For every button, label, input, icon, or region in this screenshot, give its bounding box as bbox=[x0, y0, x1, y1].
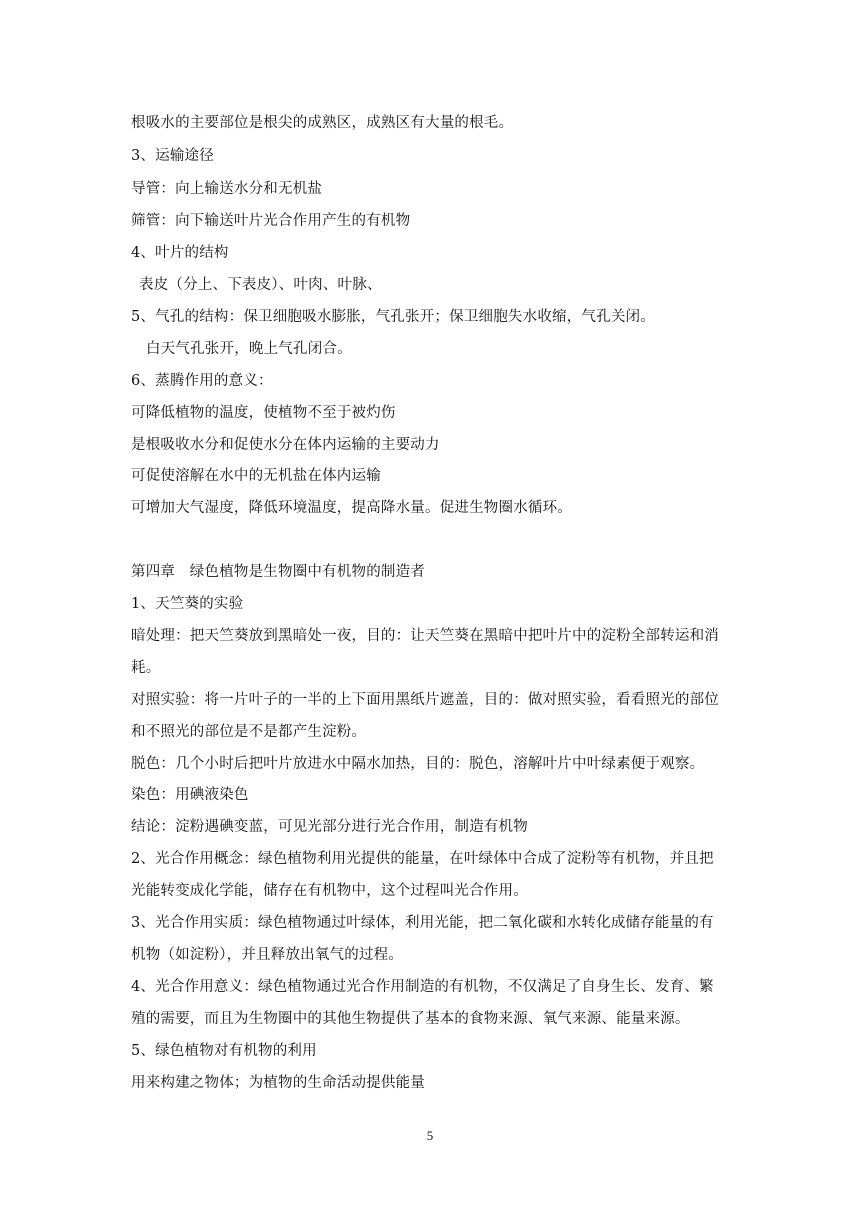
text-line: 是根吸收水分和促使水分在体内运输的主要动力 bbox=[131, 437, 440, 453]
text-line: 表皮（分上、下表皮）、叶肉、叶脉、 bbox=[139, 277, 382, 293]
text-line: 可促使溶解在水中的无机盐在体内运输 bbox=[131, 468, 381, 484]
text-line: 导管：向上输送水分和无机盐 bbox=[131, 181, 323, 197]
text-line: 和不照光的部位是不是都产生淀粉。 bbox=[131, 724, 367, 740]
text-line: 耗。 bbox=[131, 660, 161, 676]
text-line: 殖的需要，而且为生物圈中的其他生物提供了基本的食物来源、氧气来源、能量来源。 bbox=[131, 1011, 690, 1027]
section-heading: 4、光合作用意义：绿色植物通过光合作用制造的有机物，不仅满足了自身生长、发育、繁 bbox=[131, 979, 714, 995]
page-number: 5 bbox=[426, 1128, 434, 1143]
section-heading: 4、叶片的结构 bbox=[131, 245, 229, 261]
text-line: 可增加大气湿度，降低环境温度，提高降水量。促进生物圈水循环。 bbox=[131, 500, 572, 516]
section-heading: 6、蒸腾作用的意义： bbox=[131, 373, 273, 389]
text-line: 脱色：几个小时后把叶片放进水中隔水加热，目的：脱色，溶解叶片中叶绿素便于观察。 bbox=[131, 756, 705, 772]
text-line: 根吸水的主要部位是根尖的成熟区，成熟区有大量的根毛。 bbox=[131, 115, 514, 131]
text-line: 可降低植物的温度，使植物不至于被灼伤 bbox=[131, 405, 396, 421]
text-line: 结论：淀粉遇碘变蓝，可见光部分进行光合作用，制造有机物 bbox=[131, 819, 528, 835]
section-heading: 3、光合作用实质：绿色植物通过叶绿体，利用光能，把二氧化碳和水转化成储存能量的有 bbox=[131, 915, 714, 931]
section-heading: 5、绿色植物对有机物的利用 bbox=[131, 1043, 317, 1059]
section-heading: 3、运输途径 bbox=[131, 148, 214, 164]
text-line: 机物（如淀粉），并且释放出氧气的过程。 bbox=[131, 947, 404, 963]
chapter-heading: 第四章 绿色植物是生物圈中有机物的制造者 bbox=[131, 564, 425, 580]
text-line: 染色：用碘液染色 bbox=[131, 787, 249, 803]
section-heading: 2、光合作用概念：绿色植物利用光提供的能量，在叶绿体中合成了淀粉等有机物，并且把 bbox=[131, 851, 714, 867]
section-heading: 5、气孔的结构：保卫细胞吸水膨胀，气孔张开；保卫细胞失水收缩，气孔关闭。 bbox=[131, 309, 655, 325]
section-heading: 1、天竺葵的实验 bbox=[131, 596, 244, 612]
text-line: 白天气孔张开，晚上气孔闭合。 bbox=[146, 341, 352, 357]
text-line: 光能转变成化学能，储存在有机物中，这个过程叫光合作用。 bbox=[131, 883, 528, 899]
text-line: 对照实验：将一片叶子的一半的上下面用黑纸片遮盖，目的：做对照实验，看看照光的部位 bbox=[131, 692, 719, 708]
text-line: 筛管：向下输送叶片光合作用产生的有机物 bbox=[131, 213, 411, 229]
text-line: 暗处理：把天竺葵放到黑暗处一夜，目的：让天竺葵在黑暗中把叶片中的淀粉全部转运和消 bbox=[131, 628, 719, 644]
text-line: 用来构建之物体；为植物的生命活动提供能量 bbox=[131, 1075, 425, 1091]
